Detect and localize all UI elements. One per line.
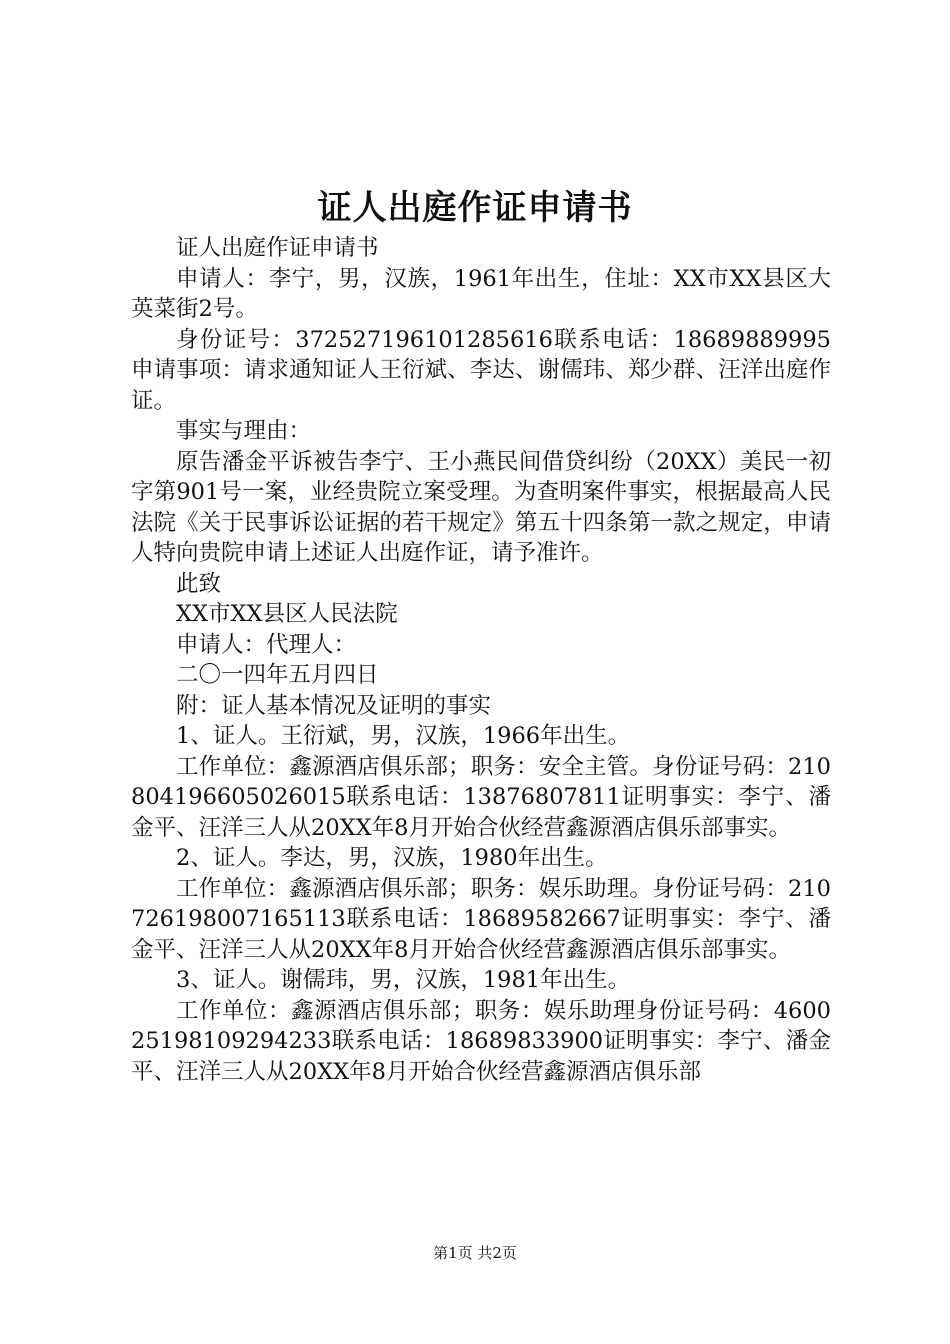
paragraph-facts: 原告潘金平诉被告李宁、王小燕民间借贷纠纷（20XX）美民一初字第901号一案，业经贵院立案受理。为查明案件事实，根据最高人民法院《关于民事诉讼证据的若干规定》第五十四条第一款之规定，申请人特向贵院申请上述证人出庭作证，请予准许。 xyxy=(131,448,831,566)
paragraph-witness-3-details: 工作单位：鑫源酒店俱乐部；职务：娱乐助理身份证号码：460025198109294233联系电话：18689833900证明事实：李宁、潘金平、汪洋三人从20XX年8月开始合伙经营鑫源酒店俱乐部 xyxy=(131,997,831,1085)
paragraph-witness-2-details: 工作单位：鑫源酒店俱乐部；职务：娱乐助理。身份证号码：210726198007165113联系电话：18689582667证明事实：李宁、潘金平、汪洋三人从20XX年8月开始合伙经营鑫源酒店俱乐部事实。 xyxy=(131,875,831,963)
paragraph-court: XX市XX县区人民法院 xyxy=(176,601,398,627)
paragraph-id-and-request: 身份证号：372527196101285616联系电话：18689889995申请事项：请求通知证人王衍斌、李达、谢儒玮、郑少群、汪洋出庭作证。 xyxy=(131,326,831,414)
paragraph-witness-1-details: 工作单位：鑫源酒店俱乐部；职务：安全主管。身份证号码：210804196605026015联系电话：13876807811证明事实：李宁、潘金平、汪洋三人从20XX年8月开始合伙经营鑫源酒店俱乐部事实。 xyxy=(131,753,831,841)
paragraph-heading: 证人出庭作证申请书 xyxy=(176,235,379,261)
paragraph-witness-1: 1、证人。王衍斌，男，汉族，1966年出生。 xyxy=(176,723,631,749)
paragraph-witness-2: 2、证人。李达，男，汉族，1980年出生。 xyxy=(176,845,608,871)
paragraph-salutation: 此致 xyxy=(176,570,222,597)
paragraph-appendix-label: 附：证人基本情况及证明的事实 xyxy=(176,692,492,719)
paragraph-signatures: 申请人：代理人： xyxy=(176,631,357,658)
page-number-footer: 第1页 共2页 xyxy=(433,1244,517,1262)
document-title: 证人出庭作证申请书 xyxy=(317,188,633,228)
paragraph-witness-3: 3、证人。谢儒玮，男，汉族，1981年出生。 xyxy=(176,967,631,993)
document-body xyxy=(131,233,831,1087)
paragraph-applicant: 申请人：李宁，男，汉族，1961年出生，住址：XX市XX县区大英菜街2号。 xyxy=(131,265,831,322)
paragraph-facts-label: 事实与理由： xyxy=(176,418,312,444)
paragraph-date: 二〇一四年五月四日 xyxy=(176,662,379,688)
